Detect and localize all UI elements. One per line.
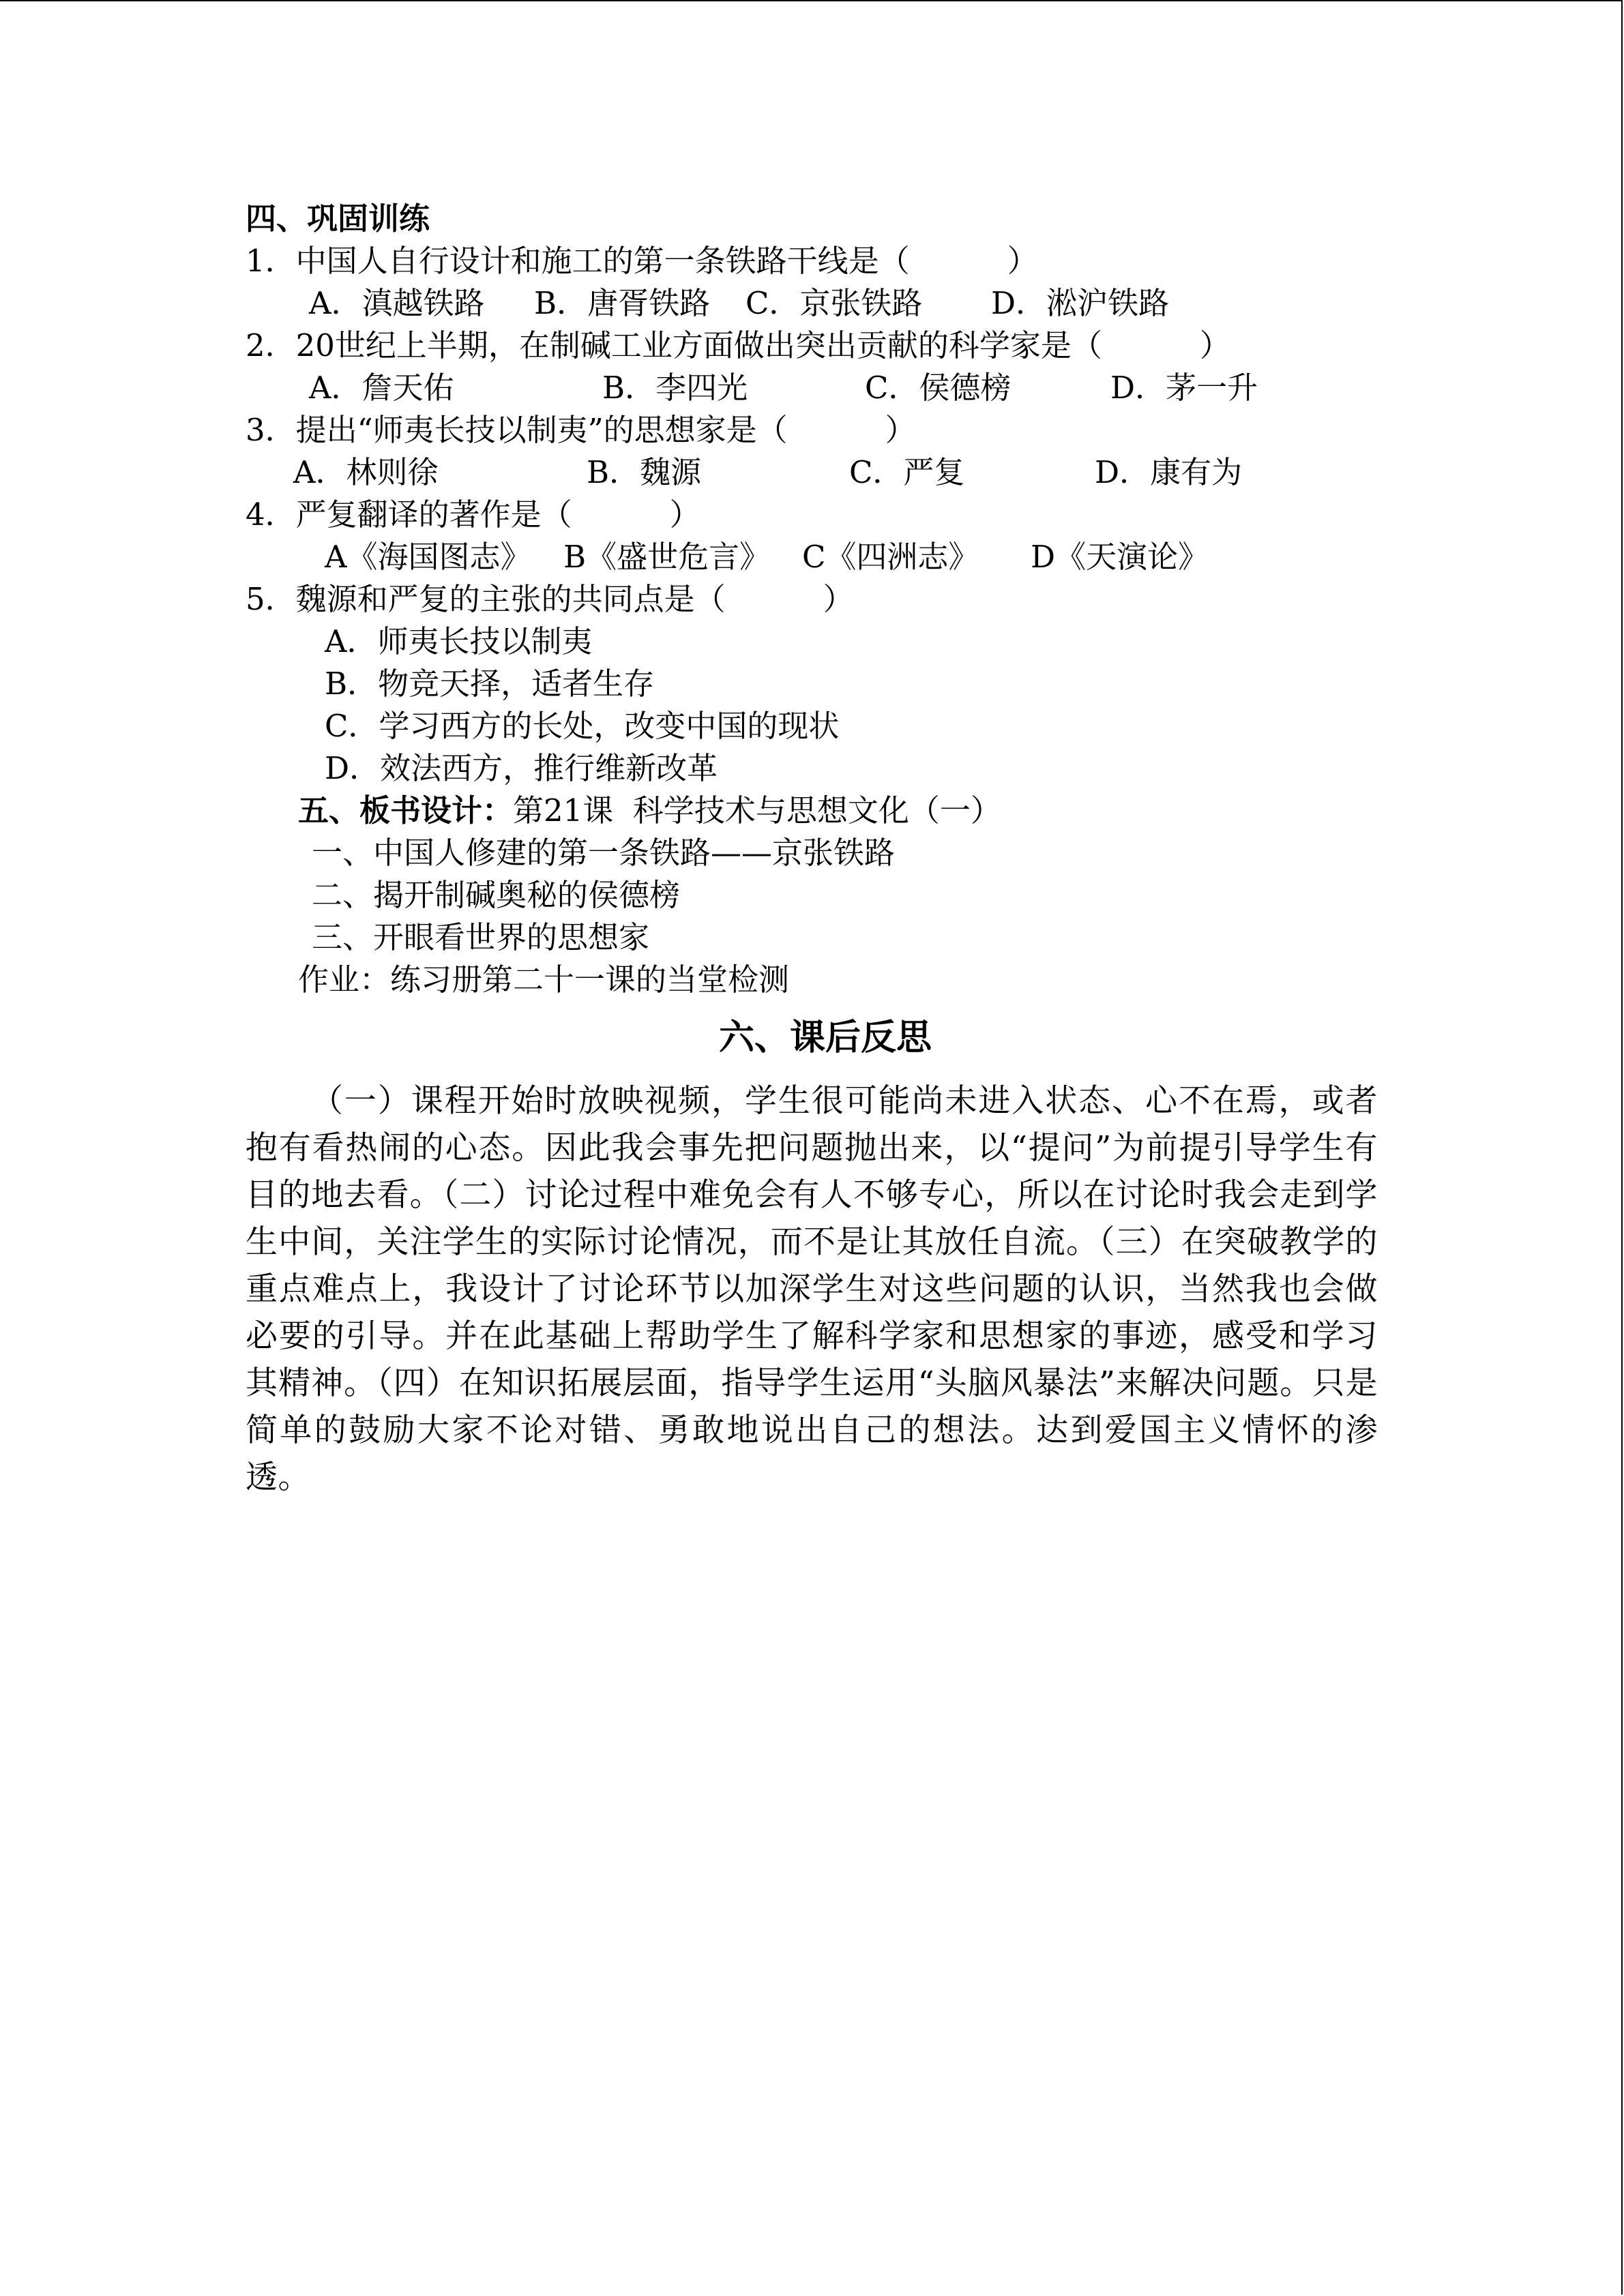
board-item-1: 一、中国人修建的第一条铁路——京张铁路	[312, 835, 896, 871]
option-c: C．严复	[849, 454, 965, 490]
question-3-options	[246, 451, 1378, 494]
question-4: 4．严复翻译的著作是（ ）	[246, 496, 700, 533]
option-d: D《天演论》	[1031, 539, 1209, 575]
question-2-options	[246, 367, 1378, 409]
option-d: D．淞沪铁路	[991, 285, 1170, 321]
option-c: C《四洲志》	[802, 539, 979, 575]
board-design-heading	[246, 790, 1378, 832]
option-a: A．滇越铁路	[309, 285, 485, 321]
option-a: A．林则徐	[293, 454, 439, 490]
question-5-option-b: B．物竞天择，适者生存	[325, 666, 655, 702]
question-1: 1．中国人自行设计和施工的第一条铁路干线是（ ）	[246, 243, 1038, 279]
question-5-option-d: D．效法西方，推行维新改革	[325, 750, 718, 786]
option-b: B．李四光	[602, 370, 748, 406]
question-3: 3．提出“师夷长技以制夷”的思想家是（ ）	[246, 412, 916, 448]
option-d: D．茅一升	[1110, 370, 1258, 406]
reflection-paragraph: （一）课程开始时放映视频，学生很可能尚未进入状态、心不在焉，或者抱有看热闹的心态。因此我会事先把问题抛出来，以“提问”为前提引导学生有目的地去看。（二）讨论过程中难免会有人不够专心，所以在讨论时我会走到学生中间，关注学生的实际讨论情况，而不是让其放任自流。（三）在突破教学的重点难点上，我设计了讨论环节以加深学生对这些问题的认识，当然我也会做必要的引导。并在此基础上帮助学生了解科学家和思想家的事迹，感受和学习其精神。（四）在知识拓展层面，指导学生运用“头脑风暴法”来解决问题。只是简单的鼓励大家不论对错、勇敢地说出自己的想法。达到爱国主义情怀的渗透。	[246, 1082, 1378, 1496]
board-design-title: 第21课 科学技术与思想文化（一）	[513, 792, 1001, 829]
homework-line: 作业：练习册第二十一课的当堂检测	[298, 961, 790, 998]
option-c: C．侯德榜	[865, 370, 1012, 406]
option-a: A．詹天佑	[309, 370, 454, 406]
reflection-heading: 六、课后反思	[718, 1017, 932, 1058]
board-item-2: 二、揭开制碱奥秘的侯德榜	[312, 877, 681, 913]
document-body	[246, 198, 1378, 1501]
option-a: A《海国图志》	[325, 539, 531, 575]
question-4-options	[246, 536, 1378, 578]
question-5: 5．魏源和严复的主张的共同点是（ ）	[246, 581, 854, 617]
question-5-option-a: A．师夷长技以制夷	[325, 623, 593, 659]
section-heading-consolidation: 四、巩固训练	[246, 200, 430, 237]
question-1-options	[246, 282, 1378, 325]
option-d: D．康有为	[1095, 454, 1243, 490]
option-b: B．唐胥铁路	[534, 285, 711, 321]
option-b: B《盛世危言》	[563, 539, 771, 575]
option-b: B．魏源	[587, 454, 702, 490]
question-2: 2．20世纪上半期，在制碱工业方面做出突出贡献的科学家是（ ）	[246, 327, 1230, 363]
question-5-option-c: C．学习西方的长处，改变中国的现状	[325, 708, 840, 744]
board-design-label: 五、板书设计：	[298, 792, 514, 829]
option-c: C．京张铁路	[745, 285, 923, 321]
board-item-3: 三、开眼看世界的思想家	[312, 919, 650, 955]
